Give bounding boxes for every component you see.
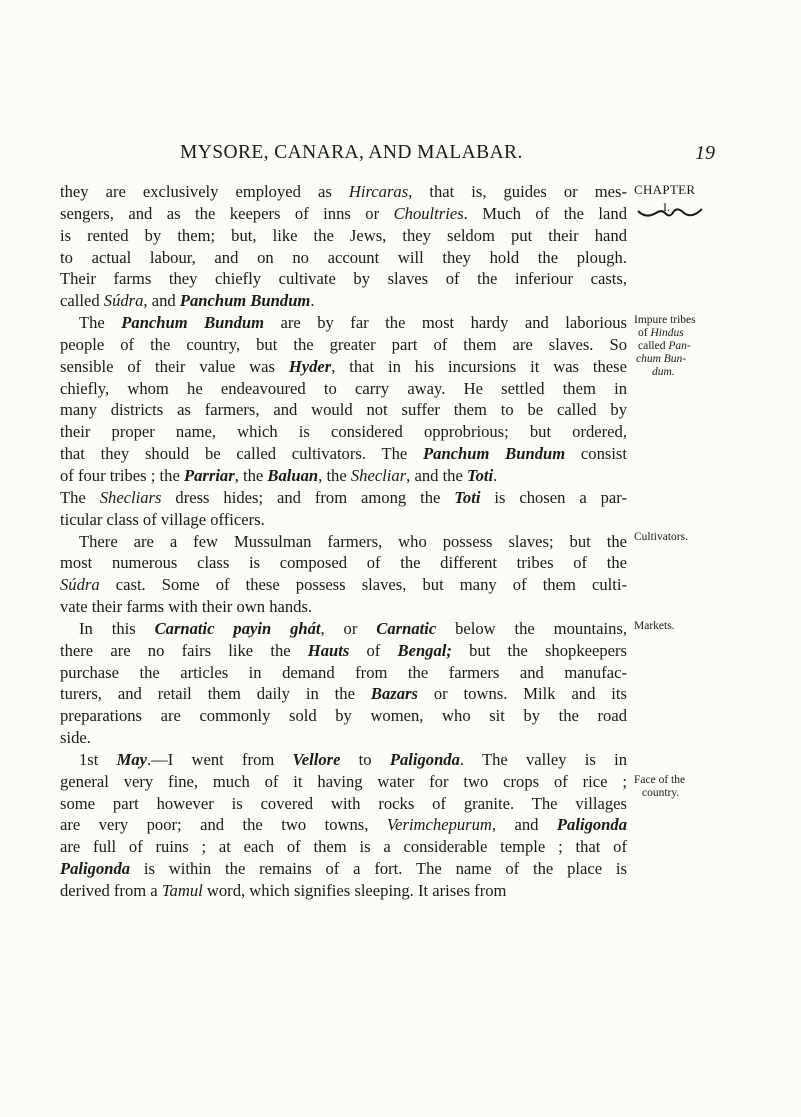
italic-term: May bbox=[116, 749, 148, 769]
text-line bbox=[60, 421, 627, 443]
note-word: of bbox=[638, 327, 648, 339]
text-run: there are no fairs like the bbox=[60, 640, 308, 660]
text-line bbox=[60, 640, 627, 662]
chapter-marker bbox=[634, 182, 784, 214]
note-line bbox=[634, 327, 784, 340]
note-line bbox=[634, 353, 784, 366]
text-run: they are exclusively employed as bbox=[60, 182, 349, 201]
text-line bbox=[60, 290, 627, 312]
italic-term: Parriar bbox=[183, 465, 235, 485]
text-run: ticular class of village officers. bbox=[60, 509, 265, 529]
text-line bbox=[60, 618, 627, 640]
italic-term: Panchum Bundum bbox=[423, 444, 566, 464]
text-line bbox=[60, 443, 627, 465]
page-number: 19 bbox=[695, 142, 715, 164]
text-run: . Much of the land bbox=[463, 203, 627, 223]
italic-term: Panchum Bundum bbox=[179, 291, 311, 311]
margin-note-markets bbox=[634, 620, 784, 633]
text-run: are by far the most hardy and laborious bbox=[264, 313, 628, 333]
text-line bbox=[60, 771, 627, 793]
text-run: sensible of their value was bbox=[60, 356, 289, 376]
text-run: most numerous class is composed of the different tribes of the bbox=[60, 553, 627, 573]
italic-term: Verimchepurum bbox=[386, 815, 492, 835]
italic-term: Paligonda bbox=[389, 749, 460, 769]
text-line bbox=[60, 662, 627, 684]
note-line: Face of the bbox=[634, 774, 686, 786]
note-line bbox=[634, 366, 784, 379]
text-run: sengers, and as the keepers of inns or bbox=[60, 203, 394, 223]
note-line: Cultivators. bbox=[634, 531, 688, 543]
text-run: , or bbox=[320, 618, 377, 638]
text-line bbox=[60, 334, 627, 356]
italic-term: Hauts bbox=[307, 640, 350, 660]
text-run: dress hides; and from among the bbox=[161, 487, 455, 507]
margin-note-face-of-country bbox=[634, 774, 784, 800]
text-run: , and the bbox=[406, 465, 467, 485]
body-text bbox=[60, 181, 627, 902]
text-line bbox=[60, 596, 627, 618]
text-run: , and bbox=[143, 291, 180, 311]
text-line bbox=[60, 574, 627, 596]
italic-term: Shecliars bbox=[99, 487, 162, 507]
italic-term: Choultries bbox=[393, 203, 464, 223]
text-run: , and bbox=[491, 815, 557, 835]
italic-term: Hircaras bbox=[348, 182, 409, 201]
text-run: vate their farms with their own hands. bbox=[60, 597, 313, 617]
text-run: is rented by them; but, like the Jews, they seldom put their hand bbox=[60, 225, 627, 245]
text-line bbox=[60, 247, 627, 269]
text-run: chiefly, whom he endeavoured to carry away. He settled them in bbox=[60, 378, 627, 398]
text-run: of four tribes ; the bbox=[60, 465, 184, 485]
note-word: dum. bbox=[652, 366, 675, 378]
italic-term: Tamul bbox=[161, 881, 203, 900]
italic-term: Baluan bbox=[267, 465, 319, 485]
text-run: some part however is covered with rocks of granite. The villages bbox=[60, 793, 627, 813]
text-line bbox=[60, 749, 627, 771]
text-run: In this bbox=[79, 618, 155, 638]
italic-term: Paligonda bbox=[556, 815, 627, 835]
text-run: cast. Some of these possess slaves, but many of them culti- bbox=[99, 575, 627, 595]
text-line bbox=[60, 858, 627, 880]
text-run: called bbox=[60, 291, 104, 311]
italic-term: Bazars bbox=[370, 684, 418, 704]
text-run: or towns. Milk and its bbox=[417, 684, 627, 704]
text-line bbox=[60, 836, 627, 858]
text-run: that they should be called cultivators. The bbox=[60, 444, 424, 464]
text-line bbox=[60, 399, 627, 421]
text-run: consist bbox=[565, 444, 627, 464]
text-line bbox=[60, 378, 627, 400]
text-line bbox=[60, 880, 627, 902]
text-run: to bbox=[340, 749, 390, 769]
text-run: .—I went from bbox=[147, 749, 293, 769]
text-line bbox=[60, 683, 627, 705]
italic-term: Paligonda bbox=[60, 859, 131, 879]
text-line bbox=[60, 356, 627, 378]
text-run: to actual labour, and on no account will they hold the plough. bbox=[60, 247, 627, 267]
text-run: of bbox=[349, 640, 398, 660]
text-run: side. bbox=[60, 728, 91, 748]
italic-term: Súdra bbox=[103, 291, 144, 311]
text-line bbox=[60, 531, 627, 553]
text-line bbox=[60, 312, 627, 334]
italic-term: Carnatic bbox=[376, 618, 437, 638]
chapter-ornament-icon bbox=[636, 205, 704, 219]
text-run: people of the country, but the greater part of them are slaves. So bbox=[60, 334, 627, 354]
text-run: There are a few Mussulman farmers, who possess slaves; but the bbox=[79, 531, 627, 551]
text-run: , that is, guides or mes- bbox=[408, 182, 627, 201]
margin-note-impure-tribes bbox=[634, 314, 784, 379]
text-run: Their farms they chiefly cultivate by slaves of the inferiour casts, bbox=[60, 269, 627, 289]
text-run: derived from a bbox=[60, 881, 162, 900]
text-run: , the bbox=[318, 465, 351, 485]
text-line bbox=[60, 203, 627, 225]
text-run: . The valley is in bbox=[459, 749, 627, 769]
italic-term: Panchum Bundum bbox=[121, 313, 265, 333]
text-run: turers, and retail them daily in the bbox=[60, 684, 371, 704]
chapter-label: CHAPTER bbox=[634, 182, 696, 197]
note-line: Impure tribes bbox=[634, 314, 696, 326]
italic-term: Carnatic payin ghát bbox=[154, 618, 321, 638]
text-run: below the mountains, bbox=[436, 618, 627, 638]
italic-term: Vellore bbox=[292, 749, 341, 769]
text-run: The bbox=[79, 313, 122, 333]
text-line bbox=[60, 268, 627, 290]
text-run: their proper name, which is considered opprobrious; but ordered, bbox=[60, 422, 627, 442]
chapter-number: I. bbox=[663, 200, 670, 214]
text-run: general very fine, much of it having water for two crops of rice ; bbox=[60, 771, 627, 791]
text-line bbox=[60, 727, 627, 749]
italic-term: Shecliar bbox=[350, 465, 407, 485]
text-line bbox=[60, 509, 627, 531]
note-line: Markets. bbox=[634, 620, 675, 632]
italic-term: Súdra bbox=[60, 575, 100, 595]
text-run: The bbox=[60, 487, 100, 507]
note-word: Pan- bbox=[668, 340, 691, 352]
text-run: are very poor; and the two towns, bbox=[60, 815, 387, 835]
italic-term: Hyder bbox=[288, 356, 332, 376]
text-run: , the bbox=[234, 465, 268, 485]
note-line bbox=[634, 340, 784, 353]
running-header bbox=[180, 142, 715, 170]
text-line bbox=[60, 225, 627, 247]
text-line bbox=[60, 705, 627, 727]
text-line bbox=[60, 552, 627, 574]
text-line bbox=[60, 465, 627, 487]
note-line: country. bbox=[642, 787, 680, 799]
text-run: is within the remains of a fort. The name of the place is bbox=[130, 859, 627, 879]
running-title: MYSORE, CANARA, AND MALABAR. bbox=[180, 142, 523, 163]
italic-term: Toti bbox=[454, 487, 481, 507]
text-line bbox=[60, 181, 627, 203]
italic-term: Bengal; bbox=[397, 640, 452, 660]
text-run: preparations are commonly sold by women, who sit by the road bbox=[60, 706, 627, 726]
text-line bbox=[60, 487, 627, 509]
text-run: , that in his incursions it was these bbox=[331, 356, 627, 376]
italic-term: Toti bbox=[467, 465, 494, 485]
text-line bbox=[60, 793, 627, 815]
text-run: word, which signifies sleeping. It arises from bbox=[202, 881, 507, 900]
text-run: is chosen a par- bbox=[480, 487, 627, 507]
text-run: . bbox=[493, 465, 498, 485]
note-word: called bbox=[638, 340, 666, 352]
text-run: . bbox=[310, 291, 315, 311]
note-word: Hindus bbox=[650, 327, 684, 339]
text-run: purchase the articles in demand from the farmers and manufac- bbox=[60, 662, 627, 682]
text-run: are full of ruins ; at each of them is a considerable temple ; that of bbox=[60, 837, 627, 857]
text-run: 1st bbox=[79, 749, 117, 769]
margin-note-cultivators bbox=[634, 531, 784, 544]
text-run: many districts as farmers, and would not suffer them to be called by bbox=[60, 400, 627, 420]
text-line bbox=[60, 814, 627, 836]
note-word: chum Bun- bbox=[636, 353, 687, 365]
text-run: but the shopkeepers bbox=[451, 640, 627, 660]
